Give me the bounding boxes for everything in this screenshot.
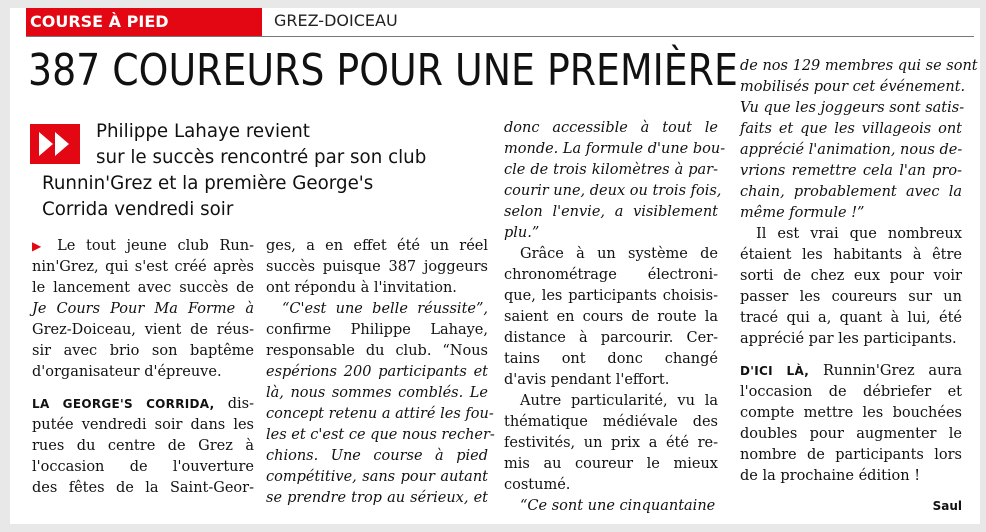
- text-line: distance à parcourir. Cer-: [504, 330, 718, 346]
- text-line: les et c'est ce que nous recher-: [266, 427, 495, 443]
- intro-line-3: Runnin'Grez et la première George's: [42, 172, 374, 194]
- text-line: d'organisateur d'épreuve.: [32, 364, 222, 380]
- column-3: [504, 118, 726, 517]
- text-line: tracé qui a, quant à lui, été: [740, 310, 962, 326]
- text-line: ▶ Le tout jeune club Run-: [32, 238, 254, 254]
- text-line: confirme Philippe Lahaye,: [266, 322, 488, 338]
- text-line: Il est vrai que nombreux: [756, 226, 962, 242]
- paragraph-gap: [32, 383, 254, 394]
- text-line: nombre de participants lors: [740, 447, 962, 463]
- text-line: compte mettre les bouchées: [740, 405, 962, 421]
- text-line: apprécié l'animation, nous de-: [740, 142, 963, 158]
- text-line: ont répondu à l'invitation.: [266, 280, 457, 296]
- text-line: d'avis pendant l'effort.: [504, 372, 670, 388]
- text-line: cle de trois kilomètres à par-: [504, 162, 718, 178]
- text-line: succès puisque 387 joggeurs: [266, 259, 488, 275]
- text-line: Autre particularité, vu la: [520, 393, 718, 409]
- intro-line-2: sur le succès rencontré par son club: [96, 146, 427, 168]
- text-line: concept retenu a attiré les fou-: [266, 406, 494, 422]
- column-2: [266, 236, 495, 509]
- text-line: D'ICI LÀ, Runnin'Grez aura: [740, 363, 962, 379]
- text-line: de la prochaine édition !: [740, 468, 921, 484]
- text-line: chain, probablement avec la: [740, 184, 962, 200]
- text-line: le lancement avec succès de: [32, 280, 254, 296]
- text-line: plu.”: [504, 225, 540, 241]
- text-line: “Ce sont une cinquantaine: [520, 498, 716, 514]
- text-line: apprécié par les participants.: [740, 331, 957, 347]
- text-line: courir une, deux ou trois fois,: [504, 183, 722, 199]
- paragraph-gap: [740, 350, 962, 361]
- text-line: rues du centre de Grez à: [32, 438, 254, 454]
- intro-line-1: Philippe Lahaye revient: [96, 120, 310, 142]
- text-line: étaient les habitants à être: [740, 247, 962, 263]
- text-line: monde. La formule d'une bou-: [504, 141, 726, 157]
- text-line: saient en cours de route la: [504, 309, 718, 325]
- text-line: “C'est une belle réussite”,: [282, 301, 488, 317]
- text-line: faits et que les villageois ont: [740, 121, 962, 137]
- text-line: des fêtes de la Saint-Geor-: [32, 480, 254, 496]
- text-line: mobilisés pour cet événement.: [740, 79, 966, 95]
- text-line: Grâce à un système de: [520, 246, 718, 262]
- text-line: chronométrage électroni-: [504, 267, 718, 283]
- text-line: l'occasion de l'ouverture: [32, 459, 254, 475]
- text-line: là, nous sommes comblés. Le: [266, 385, 488, 401]
- text-line: espérions 200 participants et: [266, 364, 488, 380]
- place-label: GREZ-DOICEAU: [274, 11, 398, 30]
- header-rule: [26, 36, 974, 37]
- double-arrow-icon: [30, 124, 80, 164]
- text-line: Grez-Doiceau, vient de réus-: [32, 322, 254, 338]
- column-4: [740, 56, 978, 487]
- lead-in: LA GEORGE'S CORRIDA,: [32, 397, 215, 411]
- text-line: costumé.: [504, 477, 571, 493]
- text-line: se prendre trop au sérieux, et: [266, 490, 488, 506]
- text-line: donc accessible à tout le: [504, 120, 718, 136]
- text-line: même formule !”: [740, 205, 865, 221]
- text-line: festivités, un prix a été re-: [504, 435, 718, 451]
- text-line: sir avec brio son baptême: [32, 343, 254, 359]
- intro-line-4: Corrida vendredi soir: [42, 198, 234, 220]
- text-line: selon l'envie, a visiblement: [504, 204, 718, 220]
- text-line: ges, a en effet été un réel: [266, 238, 488, 254]
- text-line: de nos 129 membres qui se sont: [740, 58, 978, 74]
- lead-in: D'ICI LÀ,: [740, 364, 810, 378]
- text-line: nin'Grez, qui s'est créé après: [32, 259, 254, 275]
- text-line: sorti de chez eux pour voir: [740, 268, 962, 284]
- text-line: que, les participants choisis-: [504, 288, 718, 304]
- text-line: LA GEORGE'S CORRIDA, dis-: [32, 396, 255, 412]
- text-line: Je Cours Pour Ma Forme à: [32, 301, 254, 317]
- author-signature: Saul: [932, 499, 962, 513]
- text-line: passer les coureurs sur un: [740, 289, 962, 305]
- text-line: thématique médiévale des: [504, 414, 718, 430]
- headline: 387 COUREURS POUR UNE PREMIÈRE: [28, 45, 738, 96]
- column-1: [32, 236, 254, 499]
- text-line: chions. Une course à pied: [266, 448, 488, 464]
- text-line: mis au coureur le mieux: [504, 456, 718, 472]
- text-line: tains ont donc changé: [504, 351, 718, 367]
- text-line: compétitive, sans pour autant: [266, 469, 488, 485]
- section-kicker: COURSE À PIED: [26, 8, 262, 36]
- text-line: putée vendredi soir dans les: [32, 417, 254, 433]
- text-line: vrions remettre cela l'an pro-: [740, 163, 962, 179]
- text-line: responsable du club. “Nous: [266, 343, 488, 359]
- text-line: Vu que les joggeurs sont satis-: [740, 100, 965, 116]
- text-line: doubles pour augmenter le: [740, 426, 962, 442]
- text-line: l'occasion de débriefer et: [740, 384, 962, 400]
- article: [10, 8, 980, 524]
- bullet-icon: ▶: [32, 239, 58, 253]
